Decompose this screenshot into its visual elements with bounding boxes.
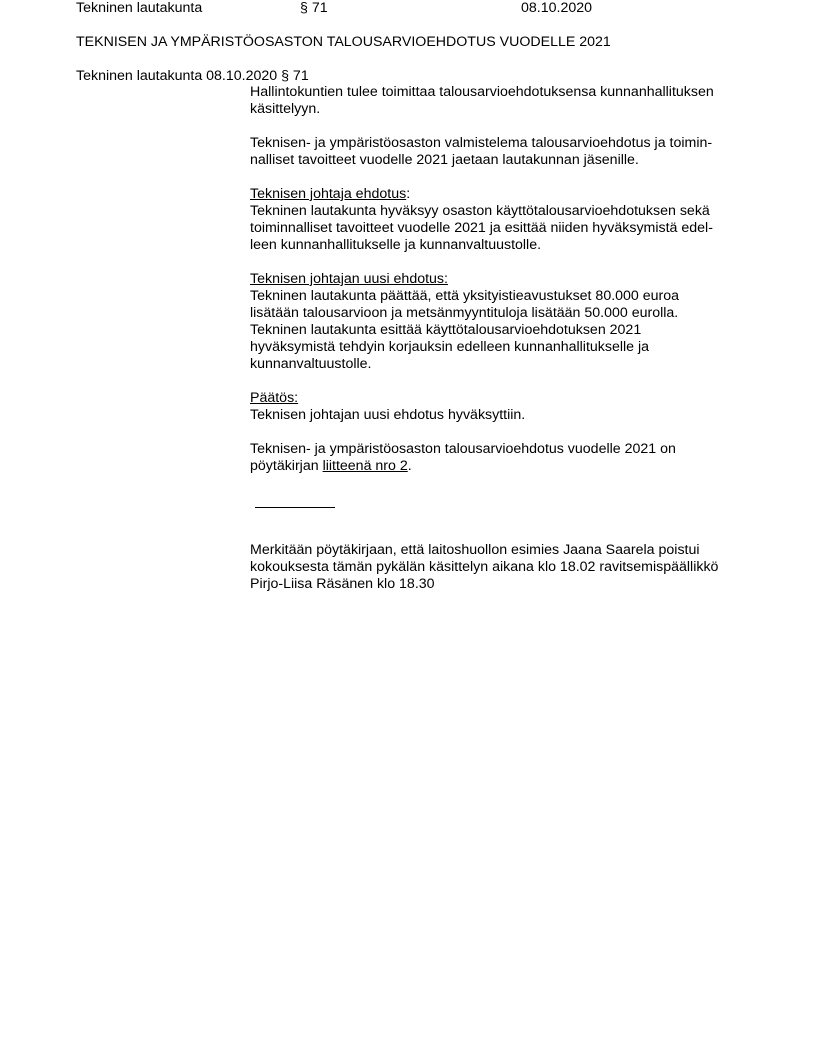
note-paragraph (250, 542, 740, 593)
intro-paragraph (250, 84, 740, 118)
decision-heading: Päätös: (250, 390, 299, 406)
attachment-paragraph (250, 441, 740, 475)
prepared-paragraph (250, 135, 740, 169)
intro-line: Hallintokuntien tulee toimittaa talousarvioehdotuksensa kunnanhallituksen (250, 84, 714, 100)
attachment-line: Teknisen- ja ympäristöosaston talousarvioehdotus vuodelle 2021 on (250, 441, 676, 457)
proposal-heading: Teknisen johtaja ehdotus (250, 186, 407, 202)
new-proposal-paragraph (250, 271, 740, 373)
note-line: Merkitään pöytäkirjaan, että laitoshuollon esimies Jaana Saarela poistui (250, 542, 700, 558)
attachment-link[interactable]: liitteenä nro 2 (322, 458, 408, 474)
meeting-reference: Tekninen lautakunta 08.10.2020 § 71 (76, 68, 309, 84)
attachment-suffix: . (407, 458, 412, 474)
prepared-line: Teknisen- ja ympäristöosaston valmistelema talousarvioehdotus ja toimin- (250, 135, 713, 151)
attachment-prefix: pöytäkirjan (250, 458, 323, 474)
note-line: Pirjo-Liisa Räsänen klo 18.30 (250, 576, 435, 592)
new-proposal-line: kunnanvaltuustolle. (250, 356, 372, 372)
proposal-heading-colon: : (406, 186, 411, 202)
note-line: kokouksesta tämän pykälän käsittelyn aikana klo 18.02 ravitsemispäällikkö (250, 559, 719, 575)
header-committee: Tekninen lautakunta (76, 0, 203, 16)
header-date: 08.10.2020 (521, 0, 593, 16)
new-proposal-heading: Teknisen johtajan uusi ehdotus: (250, 271, 448, 287)
decision-line: Teknisen johtajan uusi ehdotus hyväksyttiin. (250, 407, 526, 423)
proposal-line: toiminnalliset tavoitteet vuodelle 2021 ja esittää niiden hyväksymistä edel- (250, 220, 713, 236)
prepared-line: nalliset tavoitteet vuodelle 2021 jaetaan lautakunnan jäsenille. (250, 152, 639, 168)
intro-line: käsittelyyn. (250, 101, 321, 117)
new-proposal-line: lisätään talousarvioon ja metsänmyyntituloja lisätään 50.000 eurolla. (250, 305, 679, 321)
new-proposal-line: hyväksymistä tehdyin korjauksin edelleen kunnanhallitukselle ja (250, 339, 650, 355)
proposal-line: Tekninen lautakunta hyväksyy osaston käyttötalousarvioehdotuksen sekä (250, 203, 710, 219)
document-title: TEKNISEN JA YMPÄRISTÖOSASTON TALOUSARVIOEHDOTUS VUODELLE 2021 (76, 34, 611, 50)
new-proposal-line: Tekninen lautakunta päättää, että yksityistieavustukset 80.000 euroa (250, 288, 680, 304)
proposal-line: leen kunnanhallitukselle ja kunnanvaltuustolle. (250, 237, 542, 253)
proposal-paragraph (250, 186, 740, 254)
new-proposal-line: Tekninen lautakunta esittää käyttötalousarvioehdotuksen 2021 (250, 322, 642, 338)
header-section: § 71 (300, 0, 328, 16)
decision-paragraph (250, 390, 740, 424)
separator-line (255, 507, 335, 508)
